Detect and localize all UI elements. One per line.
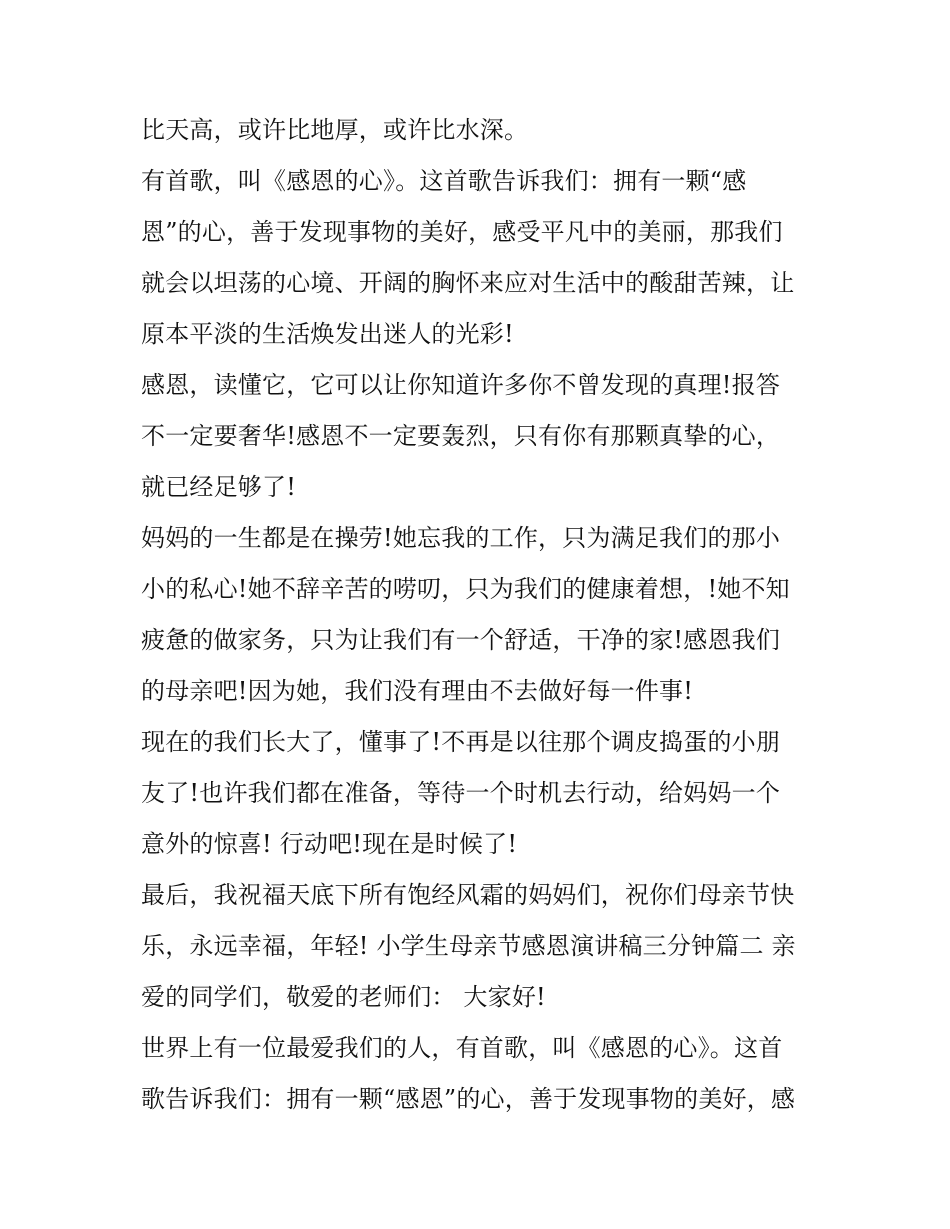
text-line: 最后，我祝福天底下所有饱经风霜的妈妈们，祝你们母亲节快 xyxy=(141,881,795,909)
text-line: 歌告诉我们：拥有一颗“感恩”的心，善于发现事物的美好，感 xyxy=(141,1085,796,1113)
text-line: 意外的惊喜! 行动吧!现在是时候了! xyxy=(141,830,518,858)
text-line: 的母亲吧!因为她，我们没有理由不去做好每一件事! xyxy=(141,677,694,705)
text-line: 原本平淡的生活焕发出迷人的光彩! xyxy=(141,320,514,348)
text-line: 就已经足够了! xyxy=(141,473,297,501)
document-body xyxy=(141,105,821,1125)
text-line: 不一定要奢华!感恩不一定要轰烈，只有你有那颗真挚的心， xyxy=(141,422,781,450)
text-line: 有首歌，叫《感恩的心》。这首歌告诉我们：拥有一颗“感 xyxy=(141,167,747,195)
text-line: 友了!也许我们都在准备，等待一个时机去行动，给妈妈一个 xyxy=(141,779,781,807)
text-line: 比天高，或许比地厚，或许比水深。 xyxy=(141,116,529,144)
text-line: 感恩，读懂它，它可以让你知道许多你不曾发现的真理!报答 xyxy=(141,371,781,399)
text-line: 乐，永远幸福，年轻! 小学生母亲节感恩演讲稿三分钟篇二 亲 xyxy=(141,932,796,960)
text-line: 爱的同学们，敬爱的老师们： 大家好! xyxy=(141,983,546,1011)
text-line: 现在的我们长大了，懂事了!不再是以往那个调皮捣蛋的小朋 xyxy=(141,728,781,756)
text-line: 小的私心!她不辞辛苦的唠叨，只为我们的健康着想，!她不知 xyxy=(141,575,790,603)
text-line: 疲惫的做家务，只为让我们有一个舒适，干净的家!感恩我们 xyxy=(141,626,781,654)
text-line: 就会以坦荡的心境、开阔的胸怀来应对生活中的酸甜苦辣，让 xyxy=(141,269,795,297)
text-line: 世界上有一位最爱我们的人，有首歌，叫《感恩的心》。这首 xyxy=(141,1034,783,1062)
text-line: 妈妈的一生都是在操劳!她忘我的工作，只为满足我们的那小 xyxy=(141,524,781,552)
text-line: 恩”的心，善于发现事物的美好，感受平凡中的美丽，那我们 xyxy=(141,218,783,246)
